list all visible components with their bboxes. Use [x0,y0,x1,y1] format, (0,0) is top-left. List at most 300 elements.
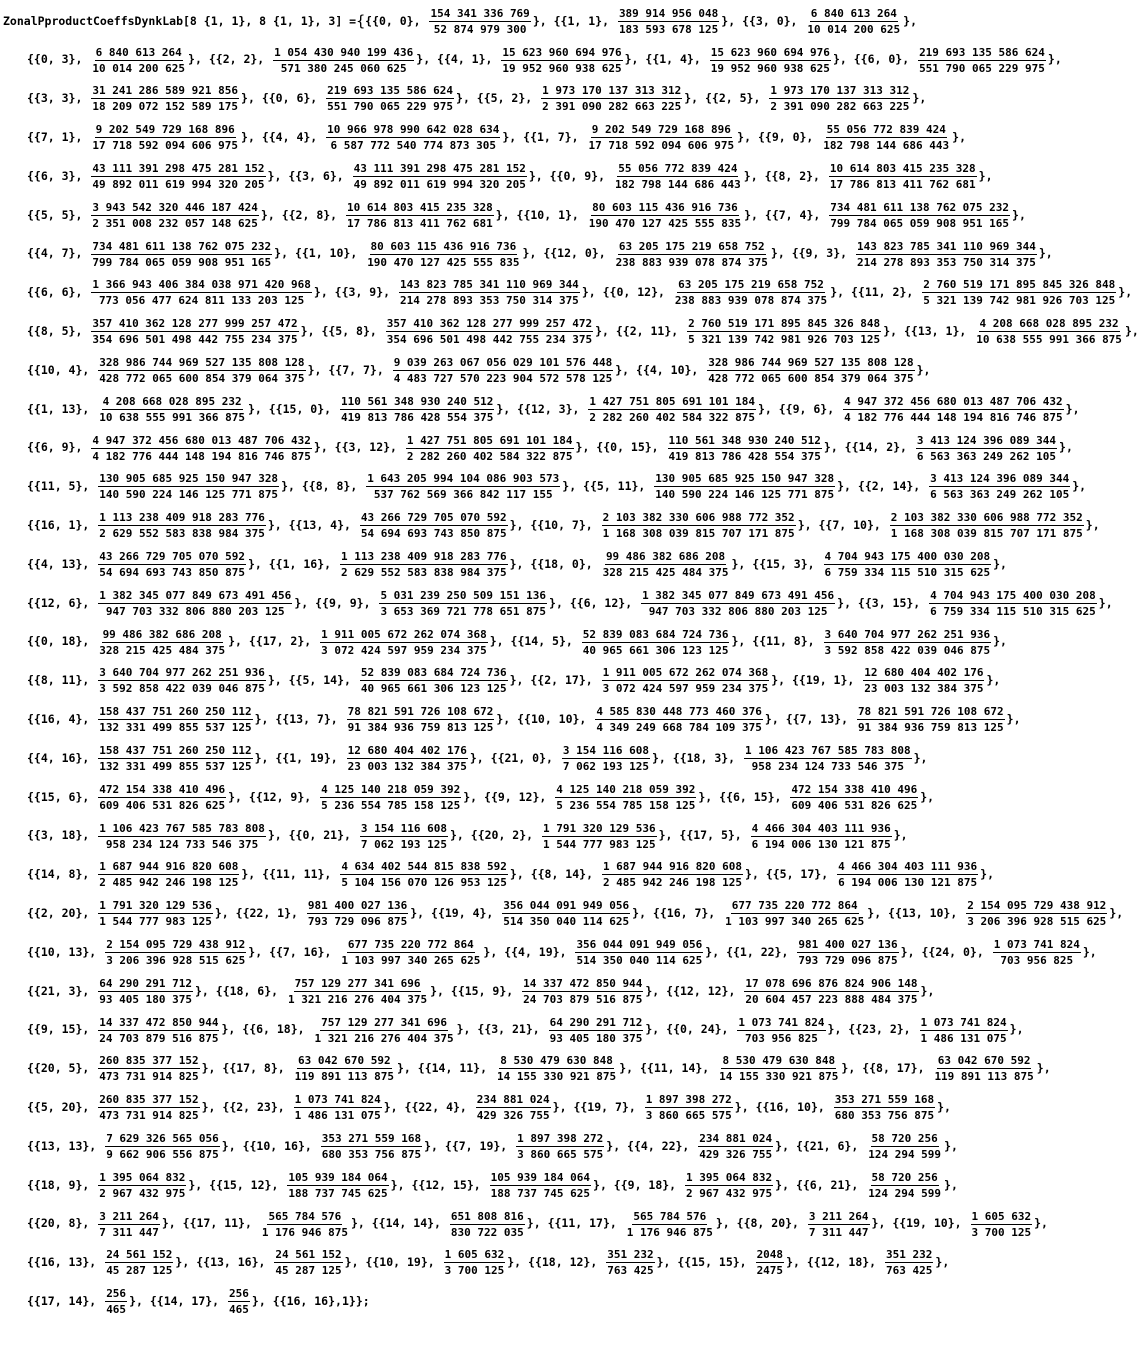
separator: , [920,750,935,765]
spacer [815,636,822,648]
fraction [444,1249,506,1276]
coefficient-entry [530,512,818,539]
fraction [920,1017,1008,1044]
entry-key: {{17, 14}, [27,1293,97,1308]
numerator: 651 808 816 [450,1209,524,1223]
denominator: 6 587 772 540 774 873 305 [330,139,497,153]
entry-key: {{4, 7}, [27,246,83,261]
close-brace: } [526,1216,534,1231]
fraction [340,396,494,423]
denominator: 1 168 308 039 815 707 171 875 [602,527,795,541]
entry-key: {{11, 17}, [547,1216,617,1231]
entry-key: {{2, 14}, [857,479,921,494]
numerator: 4 704 943 175 400 030 208 [824,550,991,564]
fraction [366,473,560,500]
close-brace: } [241,130,248,145]
numerator: 2048 [756,1248,784,1262]
separator: , [301,595,316,610]
coefficient-entry [818,512,1106,539]
entry-key: {{0, 21}, [288,828,351,843]
close-brace: } [935,1255,943,1270]
denominator: 45 287 125 [106,1264,173,1278]
denominator: 419 813 786 428 554 375 [668,449,821,463]
coefficient-entry [742,8,924,35]
entry-key: {{10, 4}, [27,362,90,377]
spacer [659,442,666,454]
fraction [555,784,696,811]
denominator: 514 350 040 114 625 [576,954,703,968]
close-brace: } [294,595,302,610]
spacer [390,287,397,299]
open-brace: { [356,11,366,30]
separator: , [437,983,451,998]
fraction [790,784,918,811]
close-brace: } [469,750,477,765]
coefficient-entry [289,823,471,850]
coefficient-entry [295,241,543,268]
spacer [573,636,580,648]
numerator: 565 784 576 [268,1209,342,1223]
denominator: 7 062 193 125 [562,760,649,774]
spacer [820,210,827,222]
numerator: 3 154 116 608 [562,744,649,758]
coefficient-entry [272,1293,356,1308]
denominator: 473 731 914 825 [99,1070,199,1084]
entry-key: {{18, 9}, [27,1177,90,1192]
coefficient-entry [150,1288,273,1315]
numerator: 2 154 095 729 438 912 [967,899,1107,913]
entry-key: {{5, 14}, [288,673,351,688]
separator: , [496,634,511,649]
entry-key: {{1, 19}, [275,750,338,765]
numerator: 99 486 382 686 208 [605,550,726,564]
separator: , [456,828,471,843]
spacer [371,598,378,610]
entry-key: {{2, 17}, [530,673,593,688]
denominator: 830 722 035 [450,1225,524,1239]
entry-key: {{13, 7}, [275,711,338,726]
fraction [582,629,730,656]
spacer [676,1180,683,1192]
close-brace: } [920,789,928,804]
numerator: 158 437 751 260 250 112 [99,744,252,758]
numerator: 9 202 549 729 168 896 [591,123,731,137]
entry-key: {{11, 2}, [850,285,914,300]
denominator: 3 700 125 [971,1225,1032,1239]
separator: , [254,401,269,416]
denominator: 465 [229,1303,249,1317]
spacer [593,675,600,687]
close-brace: } [1065,401,1073,416]
entry-key: {{11, 11}, [262,867,332,882]
denominator: 763 425 [886,1264,933,1278]
spacer [82,171,89,183]
separator: , [267,207,282,222]
close-brace: } [978,168,986,183]
coefficient-entry [27,784,249,811]
coefficient-entry [275,706,517,733]
close-brace: } [267,673,275,688]
close-brace: } [483,944,491,959]
fraction [522,978,643,1005]
numerator: 351 232 [886,1248,933,1262]
close-brace: } [424,1138,432,1153]
entry-key: {{19, 7}, [573,1099,636,1114]
denominator: 793 729 096 875 [307,915,408,929]
spacer [82,210,89,222]
fraction [360,667,508,694]
entry-value: 1} [341,1293,356,1308]
spacer [665,287,672,299]
close-brace: } [757,401,765,416]
numerator: 1 366 943 406 384 038 971 420 968 [92,278,311,292]
spacer [533,830,540,842]
coefficient-entry [531,861,766,888]
fraction [91,435,312,462]
coefficient-entry [27,939,269,966]
fraction [314,1017,455,1044]
coefficient-entry [242,1017,477,1044]
separator: , [539,13,554,28]
fraction [824,629,992,656]
coefficient-entry [892,1211,1055,1238]
coefficient-entry [517,706,786,733]
separator: , [1105,595,1120,610]
coefficient-entry [904,318,1146,345]
close-brace: } [509,673,517,688]
close-brace: } [1012,207,1019,222]
separator: , [712,944,727,959]
separator: , [927,789,942,804]
coefficient-entry [27,551,269,578]
separator: , [900,828,915,843]
separator: , [555,595,570,610]
numerator: 4 947 372 456 680 013 487 706 432 [844,394,1063,408]
separator: , [320,285,335,300]
close-brace: } [871,1216,879,1231]
entry-key: {{9, 15}, [27,1022,90,1037]
entry-key: {{14, 8}, [27,867,90,882]
numerator: 143 823 785 341 110 969 344 [857,239,1036,253]
denominator: 23 003 132 384 375 [864,682,984,696]
numerator: 17 078 696 876 824 906 148 [745,976,918,990]
denominator: 958 234 124 733 546 375 [751,760,904,774]
numerator: 10 614 803 415 235 328 [347,200,493,214]
denominator: 773 056 477 624 811 133 203 125 [98,294,305,308]
entry-key: {{22, 4}, [404,1099,467,1114]
separator: , [722,1216,737,1231]
coefficient-entry [27,1249,196,1276]
entry-key: {{20, 8}, [27,1216,90,1231]
fraction [98,900,213,927]
entry-key: {{5, 2}, [476,91,533,106]
numerator: 3 943 542 320 446 187 424 [92,200,258,214]
close-brace: } [188,1177,196,1192]
fraction [542,823,657,850]
spacer [513,986,520,998]
fraction [399,279,580,306]
fraction [834,1094,935,1121]
coefficient-entry [372,1211,548,1238]
denominator: 24 703 879 516 875 [523,992,643,1006]
close-brace: } [952,130,960,145]
input-expression: ZonalPproductCoeffsDynkLab[8 {1, 1}, 8 {1, 1}, 3] = [3,13,357,28]
coefficient-entry [27,1172,209,1199]
spacer [252,1218,259,1230]
denominator: 19 952 960 938 625 [710,61,830,75]
output-line [0,1166,1135,1205]
close-brace: } [595,324,603,339]
output-line [0,390,1135,429]
close-brace: } [214,905,222,920]
spacer [351,675,358,687]
coefficient-entry [530,667,792,694]
entry-key: {{0, 18}, [27,634,90,649]
numerator: 14 337 472 850 944 [99,1015,219,1029]
output-line [0,739,1135,778]
coefficient-entry [484,784,719,811]
coefficient-entry [792,241,1060,268]
spacer [540,1024,547,1036]
fraction [321,1133,422,1160]
coefficient-entry [27,47,209,74]
spacer [89,365,96,377]
fraction [541,85,682,112]
fraction [966,900,1107,927]
spacer [285,1102,292,1114]
separator: , [514,1255,529,1270]
entry-key: {{8, 5}, [27,324,83,339]
denominator: 2 967 432 975 [686,1186,773,1200]
separator: , [490,944,505,959]
close-brace: } [430,983,438,998]
entry-key: {{18, 3}, [672,750,736,765]
entry-key: {{3, 9}, [334,285,391,300]
fraction [476,1094,551,1121]
numerator: 158 437 751 260 250 112 [99,705,252,719]
separator: , [751,867,766,882]
fraction [340,861,508,888]
coefficient-entry [851,279,1139,306]
separator: , [764,401,779,416]
close-brace: } [744,207,752,222]
denominator: 9 662 906 556 875 [106,1148,219,1161]
entry-key: {{11, 5}, [27,479,90,494]
numerator: 2 154 095 729 438 912 [106,938,246,952]
entry-key: {{3, 15}, [857,595,921,610]
coefficient-entry [666,1017,848,1044]
fraction [98,629,226,656]
close-brace: } [900,944,908,959]
fraction [562,745,650,772]
entry-key: {{17, 2}, [248,634,312,649]
close-brace: } [944,1177,951,1192]
spacer [567,947,574,959]
separator: , [950,1177,965,1192]
entry-key: {{19, 4}, [431,905,494,920]
denominator: 2 967 432 975 [99,1186,186,1200]
close-brace: } [254,750,262,765]
close-brace: } [993,556,1001,571]
denominator: 17 786 813 411 762 681 [829,178,976,192]
output-line [0,429,1135,468]
entry-key: {{6, 12}, [569,595,633,610]
close-brace: } [913,750,921,765]
fraction [797,939,898,966]
coefficient-entry [27,202,282,229]
spacer [344,171,351,183]
entry-key: {{6, 18}, [242,1022,305,1037]
numerator: 356 044 091 949 056 [576,938,703,952]
close-brace: } [658,828,666,843]
separator: , [503,401,518,416]
separator: , [626,1061,640,1076]
fraction [698,1133,773,1160]
output-line [0,312,1146,351]
separator: , [288,479,302,494]
coefficient-entry [653,900,888,927]
coefficient-entry [405,1094,574,1121]
spacer [89,869,96,881]
denominator: 17 718 592 094 606 975 [588,139,735,153]
numerator: 328 986 744 969 527 135 808 128 [99,356,305,370]
numerator: 105 939 184 064 [490,1170,590,1184]
denominator: 7 062 193 125 [360,837,447,851]
coefficient-entry [758,124,973,151]
close-brace: } [552,1099,560,1114]
entry-key: {{16, 10}, [755,1099,825,1114]
coefficient-entry [27,1017,242,1044]
output-line [0,1050,1135,1089]
entry-key: {{14, 14}, [371,1216,441,1231]
spacer [493,908,500,920]
separator: , [691,91,705,106]
coefficient-entry [796,1172,965,1199]
separator: , [182,1255,197,1270]
close-brace: } [632,905,640,920]
spacer [467,1102,474,1114]
denominator: 2 282 260 402 584 322 875 [406,449,573,463]
coefficient-entry [27,85,262,112]
denominator: 24 703 879 516 875 [99,1031,219,1045]
separator: , [874,905,889,920]
entry-key: {{8, 20}, [736,1216,799,1231]
close-brace: } [1009,1022,1017,1037]
numerator: 2 760 519 171 895 845 326 848 [688,317,881,331]
fraction [98,784,226,811]
spacer [507,1141,514,1153]
separator: , [652,983,667,998]
spacer [96,1257,103,1269]
coefficient-entry [27,435,335,462]
close-brace: } [410,905,418,920]
separator: , [417,905,432,920]
coefficient-entry [645,47,853,74]
close-brace: } [1034,1216,1042,1231]
denominator: 214 278 893 353 750 314 375 [857,255,1036,269]
coefficient-entry [335,435,597,462]
close-brace: } [509,518,517,532]
close-brace: } [1006,711,1014,726]
numerator: 1 395 064 832 [686,1170,773,1184]
denominator: 1 544 777 983 125 [99,915,212,929]
close-brace: } [797,518,805,532]
output-line [0,1282,1135,1321]
fraction [98,396,246,423]
coefficient-entry [236,900,431,927]
spacer [709,1063,716,1075]
numerator: 981 400 027 136 [307,899,408,913]
close-brace: } [267,828,275,843]
numerator: 1 427 751 805 691 101 184 [406,433,573,447]
denominator: 6 563 363 249 262 105 [930,488,1070,502]
numerator: 219 693 135 586 624 [327,84,453,98]
close-brace: } [313,440,321,455]
coefficient-entry [888,900,1130,927]
denominator: 190 470 127 425 555 835 [367,255,520,269]
numerator: 981 400 027 136 [798,938,898,952]
coefficient-entry [673,745,935,772]
output-line [0,662,1135,701]
close-brace: } [1098,595,1106,610]
entry-key: {{15, 6}, [27,789,90,804]
entry-key: {{0, 0}, [365,13,421,28]
entry-key: {{0, 6}, [261,91,318,106]
coefficient-entry [765,163,1000,190]
denominator: 3 860 665 575 [645,1109,732,1123]
numerator: 757 129 277 341 696 [321,1015,447,1029]
numerator: 353 271 559 168 [834,1093,935,1107]
numerator: 2 760 519 171 895 845 326 848 [923,278,1116,292]
entry-key: {{18, 0}, [530,556,593,571]
denominator: 328 215 425 484 375 [602,566,729,580]
denominator: 190 470 127 425 555 835 [588,216,742,230]
denominator: 19 952 960 938 625 [502,61,622,75]
entry-key: {{4, 22}, [627,1138,690,1153]
close-brace: } [528,168,536,183]
separator: , [751,207,765,222]
output-line [0,157,1135,196]
coefficient-entry [858,473,1093,500]
fraction [922,279,1116,306]
denominator: 2 485 942 246 198 125 [602,876,743,890]
close-brace: } [532,13,540,28]
separator: , [987,867,1001,882]
fraction [618,8,719,35]
separator: , [652,1022,667,1037]
coefficient-entry [530,551,752,578]
numerator: 63 205 175 219 658 752 [678,278,824,292]
denominator: 2475 [756,1264,784,1278]
spacer [487,1063,494,1075]
entry-key: {{6, 0}, [853,52,910,67]
denominator: 3 072 424 597 959 234 375 [602,682,769,696]
spacer [742,830,749,842]
denominator: 40 965 661 306 123 125 [360,682,507,696]
close-brace: } [980,867,988,882]
separator: , [228,1138,243,1153]
denominator: 119 891 113 875 [934,1070,1034,1084]
fraction [320,784,461,811]
fraction [615,241,769,268]
fraction [366,241,520,268]
spacer [82,442,89,454]
spacer [219,1296,226,1308]
fraction [724,900,865,927]
numerator: 260 835 377 152 [99,1054,199,1068]
numerator: 1 106 423 767 585 783 808 [745,744,911,758]
close-brace: } [251,1293,259,1308]
